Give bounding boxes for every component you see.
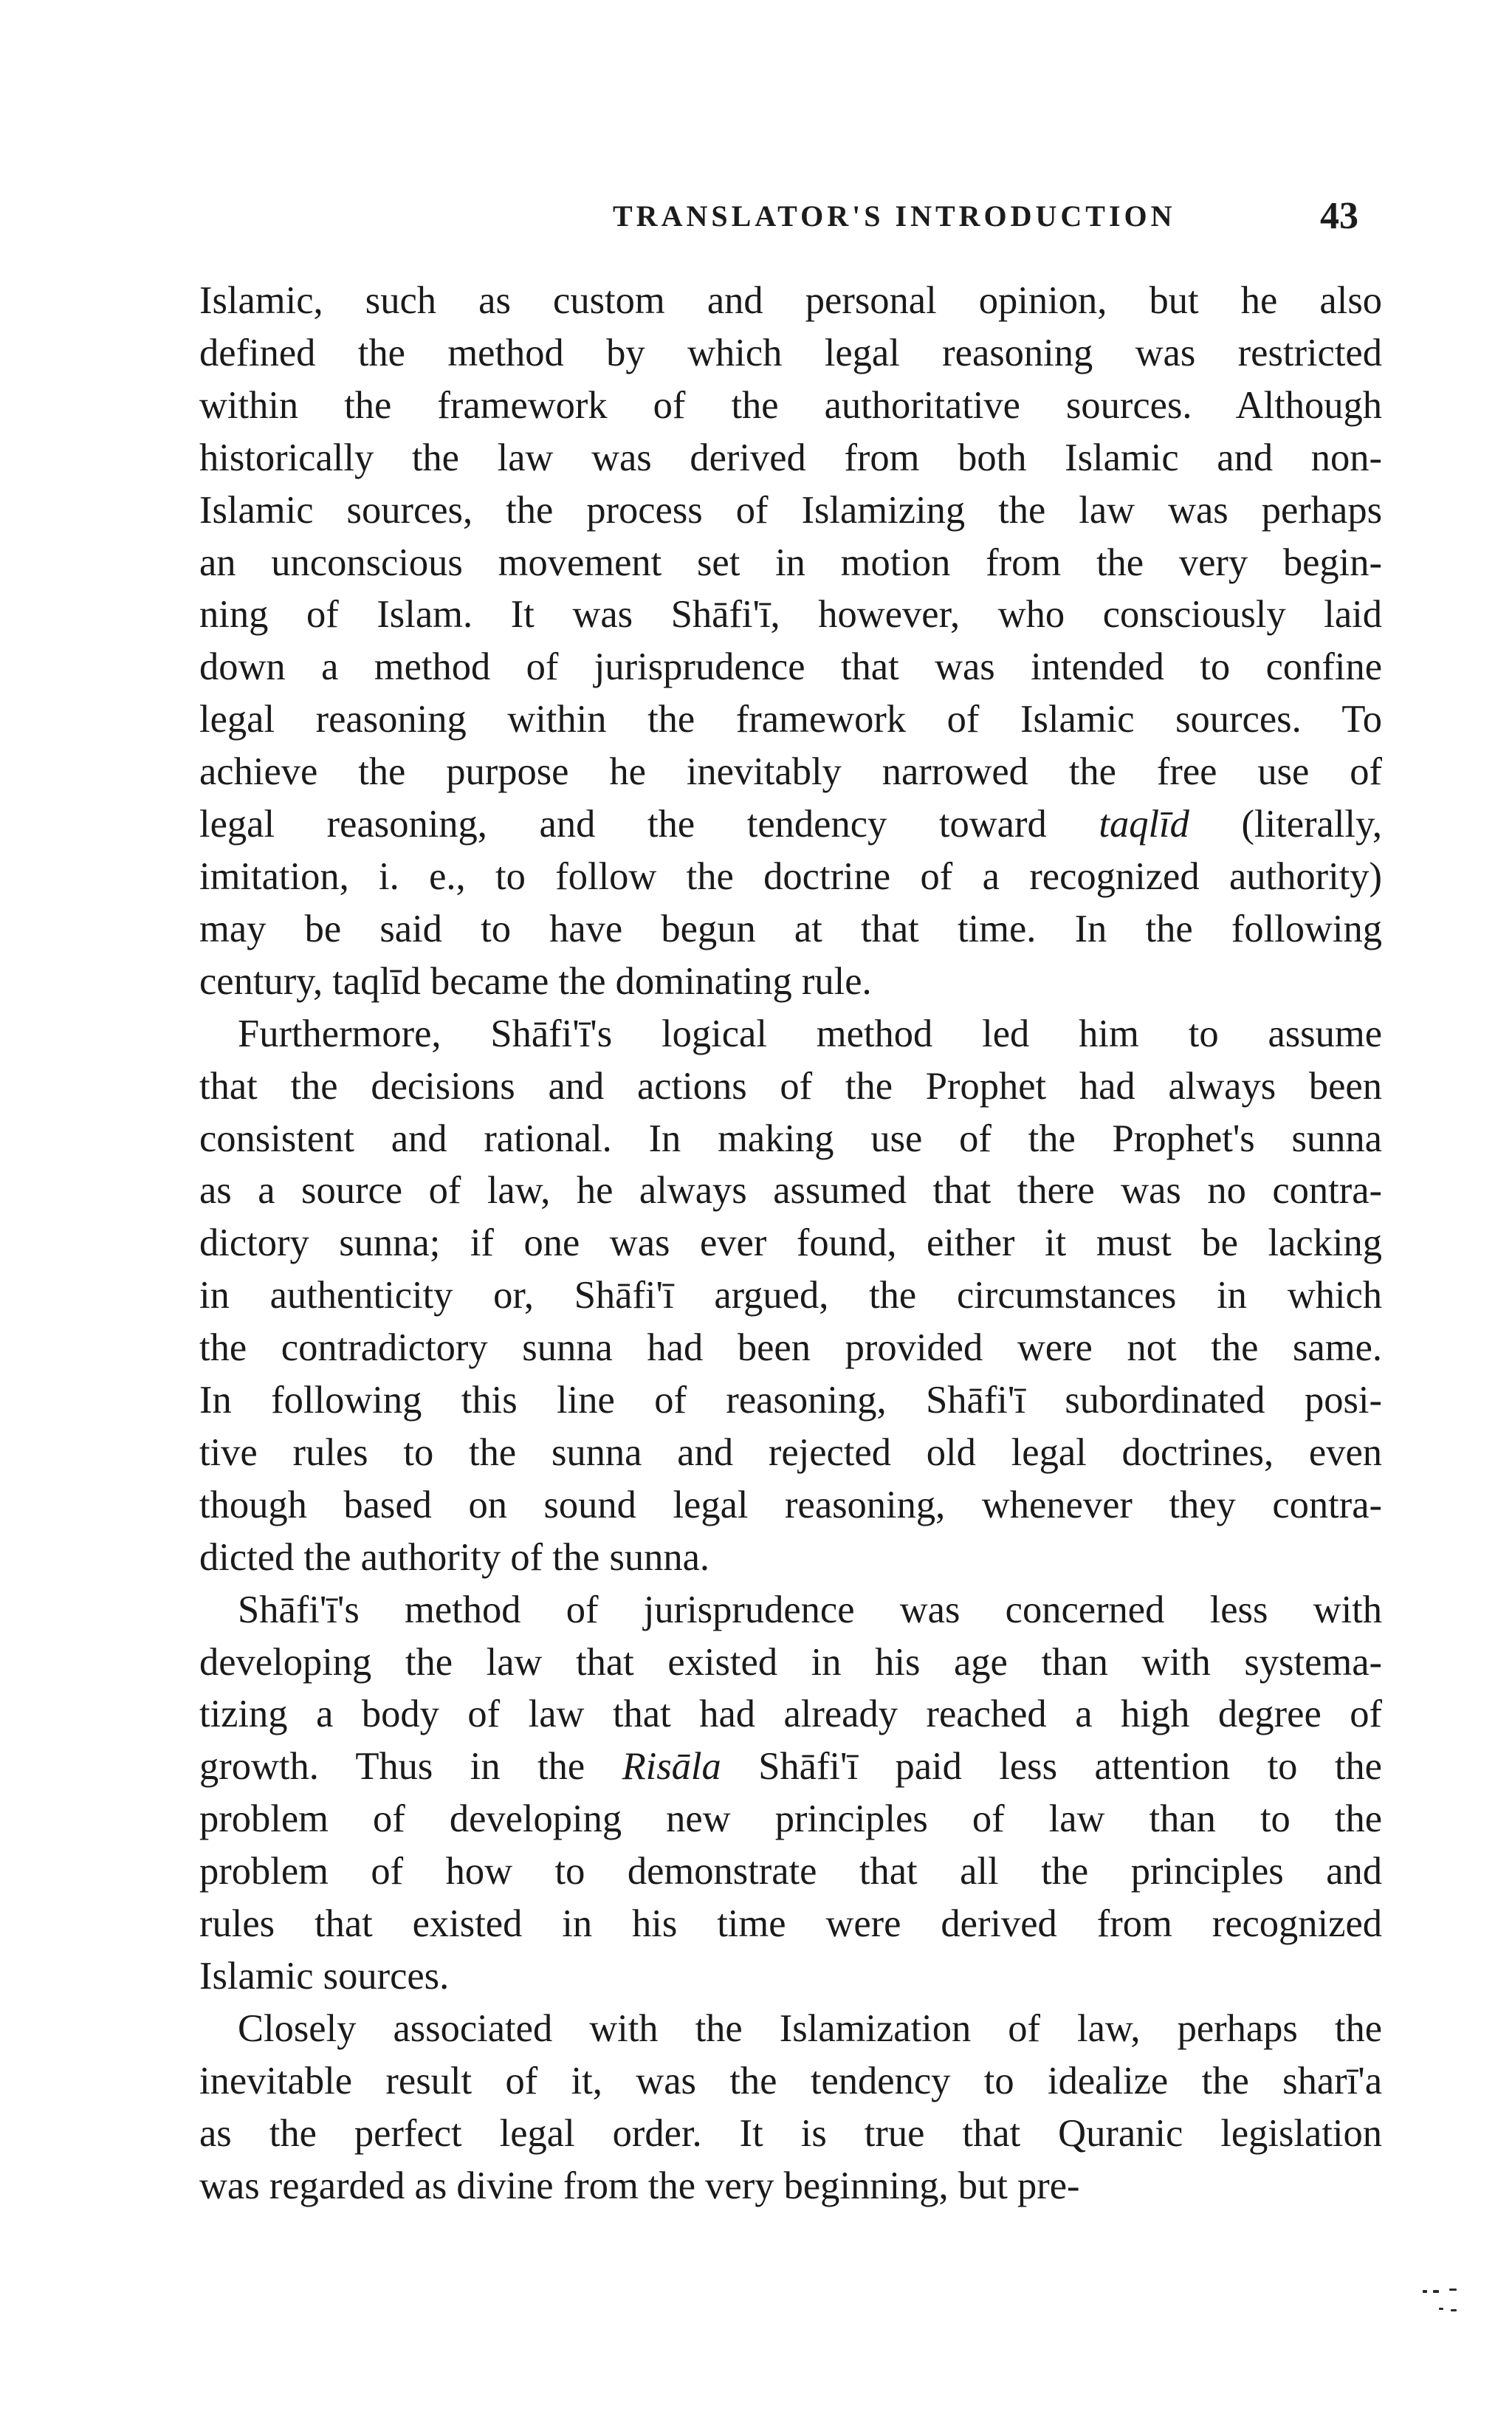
running-head bbox=[613, 193, 1358, 238]
italic-term: taqlīd bbox=[1099, 803, 1189, 846]
text-line: dictory sunna; if one was ever found, either it must be lacking bbox=[199, 1221, 1382, 1265]
text-line: developing the law that existed in his age than with systema- bbox=[199, 1640, 1382, 1684]
text-line: that the decisions and actions of the Prophet had always been bbox=[199, 1064, 1382, 1108]
text-line: was regarded as divine from the very beginning, but pre- bbox=[199, 2164, 1080, 2207]
text-line: ning of Islam. It was Shāfi'ī, however, who consciously laid bbox=[199, 593, 1382, 637]
text-line: legal reasoning, and the tendency toward taqlīd (literally, bbox=[199, 803, 1382, 846]
text-line: Islamic, such as custom and personal opinion, but he also bbox=[199, 279, 1382, 322]
paragraph bbox=[199, 275, 1382, 1008]
text-line: Islamic sources. bbox=[199, 1955, 450, 1998]
text-line: within the framework of the authoritative sources. Although bbox=[199, 383, 1382, 427]
text-line: problem of developing new principles of law than to the bbox=[199, 1797, 1382, 1841]
text-line: though based on sound legal reasoning, whenever they contra- bbox=[199, 1483, 1382, 1526]
text-line: imitation, i. e., to follow the doctrine of a recognized authority) bbox=[199, 854, 1382, 898]
text-line: growth. Thus in the Risāla Shāfi'ī paid less attention to the bbox=[199, 1745, 1382, 1789]
text-line: tive rules to the sunna and rejected old legal doctrines, even bbox=[199, 1430, 1382, 1474]
text-line: problem of how to demonstrate that all the principles and bbox=[199, 1850, 1382, 1893]
text-line: In following this line of reasoning, Shāfi'ī subordinated posi- bbox=[199, 1379, 1382, 1422]
text-line: century, taqlīd became the dominating rule. bbox=[199, 959, 872, 1003]
text-line: the contradictory sunna had been provided were not the same. bbox=[199, 1326, 1382, 1370]
italic-term: Risāla bbox=[622, 1745, 721, 1789]
text-line: historically the law was derived from both Islamic and non- bbox=[199, 436, 1382, 479]
body-text bbox=[199, 275, 1382, 2212]
text-line: Closely associated with the Islamization of law, perhaps the bbox=[238, 2006, 1382, 2050]
text-line: Furthermore, Shāfi'ī's logical method led him to assume bbox=[238, 1012, 1382, 1055]
text-line: dicted the authority of the sunna. bbox=[199, 1535, 710, 1579]
text-line: defined the method by which legal reasoning was restricted bbox=[199, 331, 1382, 374]
text-line: may be said to have begun at that time. In the following bbox=[199, 907, 1382, 950]
text-line: legal reasoning within the framework of Islamic sources. To bbox=[199, 698, 1382, 741]
text-line: achieve the purpose he inevitably narrowed the free use of bbox=[199, 750, 1382, 794]
text-line: down a method of jurisprudence that was intended to confine bbox=[199, 645, 1382, 689]
text-line: consistent and rational. In making use of the Prophet's sunna bbox=[199, 1117, 1382, 1160]
paragraph bbox=[199, 1008, 1382, 1584]
text-line: tizing a body of law that had already reached a high degree of bbox=[199, 1693, 1382, 1736]
text-line: as the perfect legal order. It is true that Quranic legislation bbox=[199, 2111, 1382, 2155]
scan-specks bbox=[1421, 2286, 1465, 2322]
paragraph bbox=[199, 2003, 1382, 2212]
text-line: inevitable result of it, was the tendency to idealize the sharī'a bbox=[199, 2059, 1382, 2102]
running-head-title: TRANSLATOR'S INTRODUCTION bbox=[613, 199, 1176, 233]
text-line: an unconscious movement set in motion from the very begin- bbox=[199, 541, 1382, 584]
text-line: in authenticity or, Shāfi'ī argued, the circumstances in which bbox=[199, 1274, 1382, 1317]
paragraph bbox=[199, 1584, 1382, 2003]
page-number: 43 bbox=[1320, 194, 1358, 237]
text-line: as a source of law, he always assumed that there was no contra- bbox=[199, 1169, 1382, 1213]
text-line: Islamic sources, the process of Islamizing the law was perhaps bbox=[199, 488, 1382, 532]
text-line: Shāfi'ī's method of jurisprudence was concerned less with bbox=[238, 1588, 1382, 1631]
text-line: rules that existed in his time were derived from recognized bbox=[199, 1902, 1382, 1946]
